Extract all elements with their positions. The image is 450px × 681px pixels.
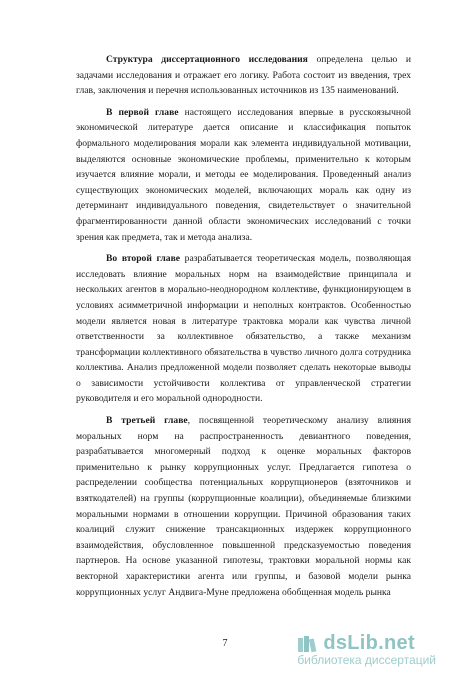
watermark bbox=[297, 632, 436, 667]
paragraph-heading: В первой главе bbox=[106, 106, 179, 118]
paragraph-chapter-1 bbox=[76, 105, 411, 245]
paragraph-text: разрабатывается теоретическая модель, позволяющая исследовать влияние моральных норм на взаимодействие принципала и нескольких агентов в морально-неоднородном коллективе, функционирующем в условиях асимметричной информации и неполных контрактов. Особенностью модели является новая в литературе трактовка морали как чувства личной ответственности за коллективное обязательство, а также механизм трансформации коллективного обязательства в чувство личного долга сотрудника коллектива. Анализ предложенной модели позволяет сделать некоторые выводы о зависимости устойчивости коллектива от управленческой стратегии руководителя и его моральной однородности. bbox=[76, 253, 411, 405]
paragraph-text: определена целью и задачами исследования и отражает его логику. Работа состоит из введения, трех глав, заключения и перечня использованных источников из 135 наименований. bbox=[76, 54, 411, 97]
watermark-logo bbox=[297, 632, 436, 655]
page-number: 7 bbox=[222, 638, 228, 649]
paragraph-chapter-2 bbox=[76, 251, 411, 407]
paragraph-heading: Структура диссертационного исследования bbox=[106, 54, 308, 65]
paragraph-heading: Во второй главе bbox=[106, 253, 181, 265]
watermark-subtitle: библиотека диссертаций bbox=[297, 653, 436, 667]
document-body bbox=[76, 52, 411, 600]
paragraph-chapter-3 bbox=[76, 413, 411, 600]
paragraph-structure bbox=[76, 52, 411, 99]
watermark-title: dsLib.net bbox=[323, 632, 415, 654]
paragraph-text: , посвященной теоретическому анализу влияния моральных норм на распространенность девиантного поведения, разрабатывается многомерный подход к оценке моральных факторов применительно к рынку коррупционных услуг. Предлагается гипотеза о распределении сообщества потенциальных коррупционеров (взяточников и взяткодателей) на группы (коррупционные коалиции), объединяемые близкими моральными нормами в отношении коррупции. Причиной образования таких коалиций служит снижение трансакционных издержек коррупционного взаимодействия, обусловленное повышенной предсказуемостью поведения партнеров. На основе указанной гипотезы, трактовки моральной нормы как векторной характеристики агента или группы, и базовой модели рынка коррупционных услуг Андвига-Муне предложена обобщенная модель рынка bbox=[76, 415, 411, 598]
paragraph-text: настоящего исследования впервые в русскоязычной экономической литературе дается описание и классификация попыток формального моделирования морали как элемента индивидуальной мотивации, выделяются основные экономические проблемы, применительно к которым изучается влияние морали, и методы ее моделирования. Проведенный анализ существующих экономических моделей, включающих мораль как одну из детерминант индивидуального поведения, свидетельствует о значительной фрагментированности данной области экономических исследований с точки зрения как предмета, так и метода анализа. bbox=[76, 106, 411, 243]
books-icon bbox=[297, 635, 319, 653]
paragraph-heading: В третьей главе bbox=[106, 415, 188, 427]
